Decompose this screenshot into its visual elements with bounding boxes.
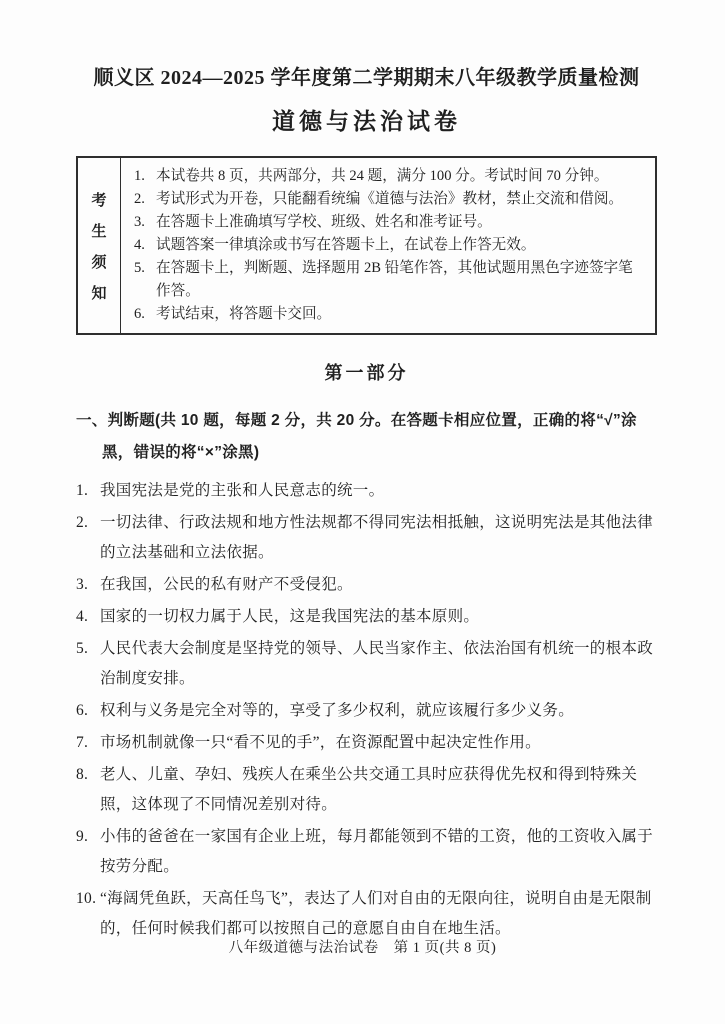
question-item — [76, 728, 657, 758]
exam-subtitle: 道德与法治试卷 — [272, 108, 461, 134]
notice-item-number: 5. — [134, 260, 145, 276]
notice-item — [134, 303, 647, 326]
question-item — [76, 570, 657, 600]
question-item — [76, 476, 657, 506]
question-item — [76, 508, 657, 568]
question-text: 老人、儿童、孕妇、残疾人在乘坐公共交通工具时应获得优先权和得到特殊关照，这体现了不同情况差别对待。 — [100, 766, 638, 813]
notice-item-text: 在答题卡上，判断题、选择题用 2B 铅笔作答，其他试题用黑色字迹签字笔作答。 — [156, 260, 633, 299]
question-text: 在我国，公民的私有财产不受侵犯。 — [100, 576, 353, 593]
section-title: 第一部分 — [324, 363, 409, 383]
notice-item-text: 考试形式为开卷，只能翻看统编《道德与法治》教材，禁止交流和借阅。 — [156, 191, 624, 207]
notice-label-char: 知 — [91, 285, 107, 302]
question-number: 3. — [76, 576, 89, 593]
section-instruction: 一、判断题(共 10 题，每题 2 分，共 20 分。在答题卡相应位置，正确的将“√”涂黑，错误的将“×”涂黑) — [76, 412, 637, 461]
notice-label-char: 须 — [91, 254, 107, 271]
notice-item — [134, 188, 647, 211]
question-number: 1. — [76, 482, 89, 499]
notice-label-char: 考 — [91, 192, 107, 209]
notice-box — [76, 156, 657, 335]
question-item — [76, 696, 657, 726]
notice-label — [78, 158, 121, 333]
question-text: 我国宪法是党的主张和人民意志的统一。 — [100, 482, 385, 499]
question-number: 7. — [76, 734, 89, 751]
notice-item-list — [121, 158, 655, 333]
notice-item-number: 6. — [134, 306, 145, 322]
question-number: 8. — [76, 766, 89, 783]
notice-item-text: 考试结束，将答题卡交回。 — [156, 306, 332, 322]
notice-label-char: 生 — [91, 223, 107, 240]
question-number: 2. — [76, 514, 89, 531]
notice-item-text: 在答题卡上准确填写学校、班级、姓名和准考证号。 — [156, 214, 492, 230]
notice-item-number: 3. — [134, 214, 145, 230]
question-list — [76, 476, 657, 944]
exam-title: 顺义区 2024—2025 学年度第二学期期末八年级教学质量检测 — [93, 67, 640, 89]
question-item — [76, 602, 657, 632]
question-item — [76, 760, 657, 820]
notice-item-text: 本试卷共 8 页，共两部分，共 24 题，满分 100 分。考试时间 70 分钟。 — [156, 168, 609, 184]
notice-item-number: 2. — [134, 191, 145, 207]
notice-item-number: 4. — [134, 237, 145, 253]
notice-item-text: 试题答案一律填涂或书写在答题卡上，在试卷上作答无效。 — [156, 237, 536, 253]
notice-item — [134, 257, 647, 303]
question-item — [76, 634, 657, 694]
question-text: 一切法律、行政法规和地方性法规都不得同宪法相抵触，这说明宪法是其他法律的立法基础和立法依据。 — [100, 514, 654, 561]
notice-item-number: 1. — [134, 168, 145, 184]
notice-item — [134, 165, 647, 188]
question-text: 国家的一切权力属于人民，这是我国宪法的基本原则。 — [100, 608, 480, 625]
question-text: 小伟的爸爸在一家国有企业上班，每月都能领到不错的工资，他的工资收入属于按劳分配。 — [100, 828, 654, 875]
question-number: 9. — [76, 828, 89, 845]
question-text: 人民代表大会制度是坚持党的领导、人民当家作主、依法治国有机统一的根本政治制度安排。 — [100, 640, 654, 687]
notice-item — [134, 234, 647, 257]
question-number: 10. — [76, 890, 97, 907]
question-text: “海阔凭鱼跃，天高任鸟飞”，表达了人们对自由的无限向往，说明自由是无限制的，任何时候我们都可以按照自己的意愿自由自在地生活。 — [100, 890, 652, 937]
question-text: 权利与义务是完全对等的，享受了多少权利，就应该履行多少义务。 — [100, 702, 575, 719]
notice-item — [134, 211, 647, 234]
question-text: 市场机制就像一只“看不见的手”，在资源配置中起决定性作用。 — [100, 734, 541, 751]
page-footer: 八年级道德与法治试卷 第 1 页(共 8 页) — [228, 940, 497, 956]
question-item — [76, 822, 657, 882]
question-number: 4. — [76, 608, 89, 625]
question-item — [76, 884, 657, 944]
question-number: 5. — [76, 640, 89, 657]
question-number: 6. — [76, 702, 89, 719]
